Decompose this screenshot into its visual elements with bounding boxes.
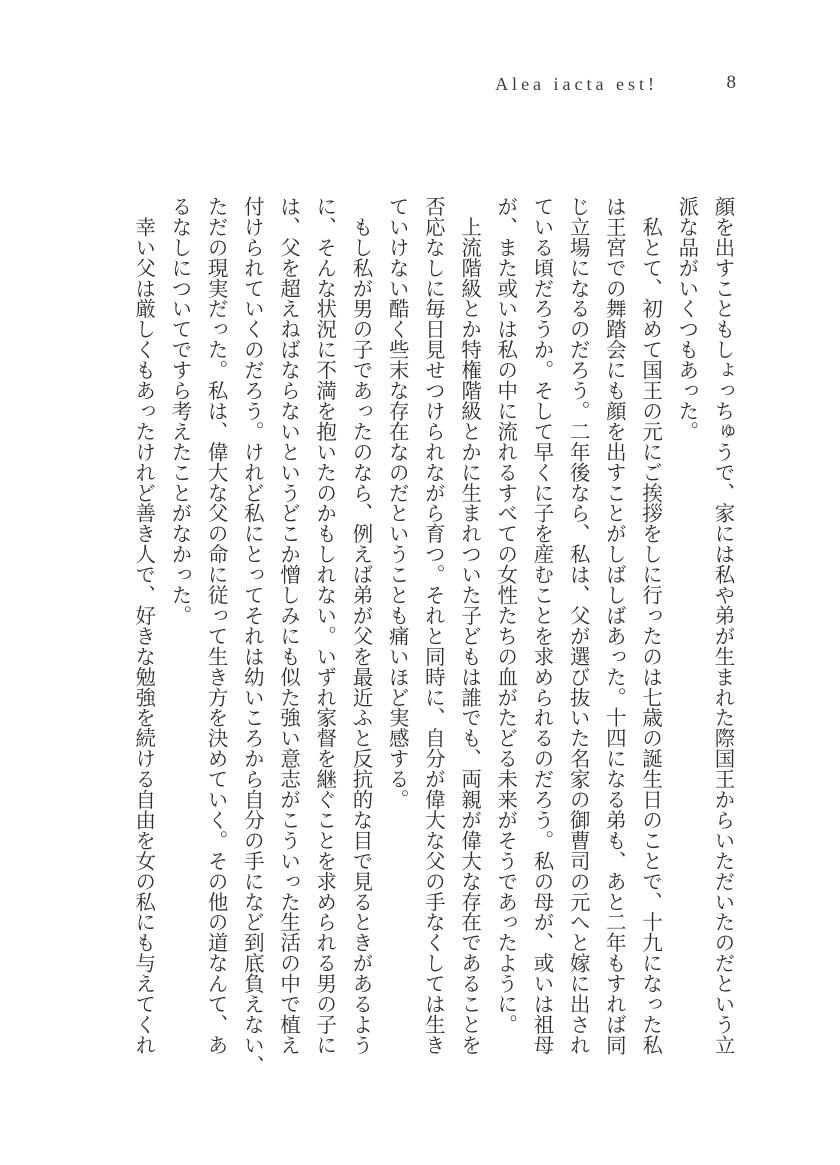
- text-line: が、また或いは私の中に流れるすべての女性たちの血がたどる未来がそうであったように。: [493, 196, 516, 1035]
- text-line: に、そんな状況に不満を抱いたのかもしれない。いずれ家督を継ぐことを求められる男の子に: [312, 196, 335, 1055]
- text-line: 顔を出すこともしょっちゅうで、家には私や弟が生まれた際国王からいただいたのだという立: [711, 196, 733, 1055]
- text-line: ている頃だろうか。そして早くに子を産むことを求められるのだろう。私の母が、或いは祖母: [529, 196, 552, 1055]
- body-text: [125, 196, 740, 1076]
- text-line: ただの現実だった。私は、偉大な父の命に従って生き方を決めていく。その他の道なんて、あ: [204, 196, 227, 1055]
- text-line: るなしについてですら考えたことがなかった。: [167, 196, 190, 626]
- text-line: 幸い父は厳しくもあったけれど善き人で、好きな勉強を続ける自由を女の私にも与えてくれ: [131, 196, 154, 1055]
- text-line: 付けられていくのだろう。けれど私にとってそれは幼いころから自分の手になど到底負えない、: [240, 196, 263, 1076]
- text-line: 私とて、初めて国王の元にご挨拶をしに行ったのは七歳の誕生日のことで、十九になった私: [638, 196, 661, 1055]
- text-line: は王宮での舞踏会にも顔を出すことがしばしばあった。十四になる弟も、あと二年もすれば同: [602, 196, 625, 1055]
- page-number: 8: [726, 72, 736, 93]
- text-line: 上流階級とか特権階級とかに生まれついた子どもは誰でも、両親が偉大な存在であることを: [457, 196, 480, 1055]
- running-title: Alea iacta est!: [495, 74, 658, 94]
- text-line: ていけない酷く些末な存在なのだということも痛いほど実感する。: [385, 196, 408, 810]
- text-line: は、父を超えねばならないというどこか憎しみにも似た強い意志がこういった生活の中で植え: [276, 196, 299, 1055]
- text-line: もし私が男の子であったのなら、例えば弟が父を最近ふと反抗的な目で見るときがあるよう: [348, 196, 371, 1055]
- text-line: 否応なしに毎日見せつけられながら育つ。それと同時に、自分が偉大な父の手なくしては生き: [421, 196, 444, 1055]
- text-line: じ立場になるのだろう。二年後なら、私は、父が選び抜いた名家の御曹司の元へと嫁に出され: [566, 196, 589, 1055]
- text-line: 派な品がいくつもあった。: [674, 196, 697, 442]
